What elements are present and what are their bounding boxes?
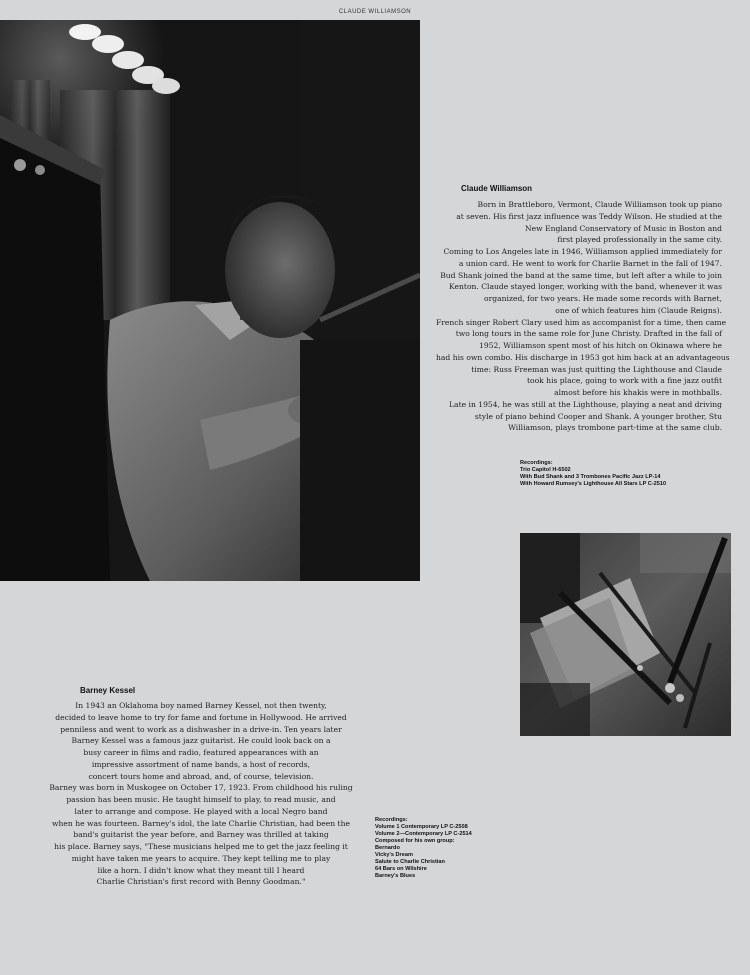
claude-recordings: [520, 460, 666, 488]
text-line: had his own combo. His discharge in 1953 got him back at an advantageous: [436, 352, 730, 362]
text-line: Kenton. Claude stayed longer, working with the band, whenever it was: [449, 282, 722, 292]
text-line: Charlie Christian's first record with Benny Goodman.": [96, 877, 306, 887]
recordings-line: With Howard Rumsey's Lighthouse All Stars LP C-2510: [520, 481, 667, 487]
running-head: CLAUDE WILLIAMSON: [338, 9, 412, 15]
text-line: might have taken me years to acquire. They kept telling me to play: [71, 853, 331, 863]
barney-recordings: [375, 817, 472, 880]
text-line: passion has been music. He taught himself to play, to read music, and: [66, 795, 336, 804]
recordings-line: Bernardo: [375, 845, 400, 851]
barney-heading: Barney Kessel: [80, 686, 136, 695]
claude-heading: Claude Williamson: [461, 184, 533, 193]
text-line: French singer Robert Clary used him as accompanist for a time, then came: [436, 317, 727, 327]
text-line: his place. Barney says, "These musicians helped me to get the jazz feeling it: [54, 842, 348, 851]
recordings-line: Recordings:: [520, 460, 553, 466]
text-line: decided to leave home to try for fame and fortune in Hollywood. He arrived: [55, 712, 347, 722]
text-line: Coming to Los Angeles late in 1946, Williamson applied immediately for: [443, 247, 722, 256]
text-line: first played professionally in the same city.: [557, 235, 722, 245]
claude-biography: [436, 199, 730, 434]
photo-instruments: [520, 533, 731, 736]
text-line: almost before his khakis were in mothballs.: [554, 388, 722, 397]
photo-claude-williamson: [0, 20, 420, 581]
text-line: band's guitarist the year before, and Barney was thrilled at taking: [73, 830, 329, 840]
text-line: penniless and went to work as a dishwasher in a drive-in. Ten years later: [60, 724, 342, 734]
recordings-line: Recordings:: [375, 817, 408, 823]
text-line: time: Russ Freeman was just quitting the Lighthouse and Claude: [471, 364, 722, 374]
text-line: impressive assortment of name bands, a host of records,: [91, 759, 311, 769]
recordings-line: With Bud Shank and 3 Trombones Pacific Jazz LP-14: [520, 474, 661, 480]
text-line: busy career in films and radio, featured appearances with an: [83, 748, 319, 757]
text-line: a union card. He went to work for Charlie Barnet in the fall of 1947.: [458, 258, 722, 268]
text-line: In 1943 an Oklahoma boy named Barney Kessel, not then twenty,: [75, 701, 327, 710]
text-line: Barney was born in Muskogee on October 17, 1923. From childhood his ruling: [49, 783, 353, 793]
text-line: concert tours home and abroad, and, of course, television.: [88, 771, 314, 781]
text-line: Late in 1954, he was still at the Lighthouse, playing a neat and driving: [449, 399, 722, 409]
text-line: Bud Shank joined the band at the same time, but left after a while to join: [440, 270, 722, 280]
recordings-line: Trio Capitol H-6502: [520, 467, 571, 473]
text-line: like a horn. I didn't know what they meant till I heard: [97, 865, 305, 875]
text-line: two long tours in the same role for June Christy. Drafted in the fall of: [455, 329, 722, 339]
text-line: New England Conservatory of Music in Boston and: [525, 223, 722, 233]
recordings-line: Composed for his own group:: [375, 838, 455, 844]
recordings-line: Volume 2—Contemporary LP C-2514: [375, 831, 472, 837]
barney-biography: [44, 700, 358, 888]
text-line: 1952, Williamson spent most of his hitch on Okinawa where he: [479, 341, 722, 350]
text-line: when he was fourteen. Barney's idol, the late Charlie Christian, had been the: [52, 818, 350, 828]
recordings-line: Barney's Blues: [375, 873, 416, 879]
text-line: at seven. His first jazz influence was Teddy Wilson. He studied at the: [456, 211, 722, 221]
text-line: took his place, going to work with a fine jazz outfit: [526, 376, 722, 386]
recordings-line: Salute to Charlie Christian: [375, 859, 445, 865]
recordings-line: 64 Bars on Wilshire: [375, 866, 427, 872]
recordings-line: Volume 1 Contemporary LP C-2508: [375, 824, 468, 830]
text-line: later to arrange and compose. He played with a local Negro band: [74, 806, 328, 816]
text-line: Barney Kessel was a famous jazz guitarist. He could look back on a: [71, 736, 331, 746]
text-line: style of piano behind Cooper and Shank. A younger brother, Stu: [474, 411, 722, 421]
text-line: organized, for two years. He made some records with Barnet,: [484, 294, 722, 303]
instruments-photo-illustration: [520, 533, 731, 736]
text-line: Born in Brattleboro, Vermont, Claude Williamson took up piano: [477, 200, 722, 209]
text-line: one of which features him (Claude Reigns).: [555, 305, 722, 315]
recordings-line: Vicky's Dream: [375, 852, 413, 858]
text-line: Williamson, plays trombone part-time at the same club.: [508, 423, 722, 433]
pianist-photo-illustration: [0, 20, 420, 581]
